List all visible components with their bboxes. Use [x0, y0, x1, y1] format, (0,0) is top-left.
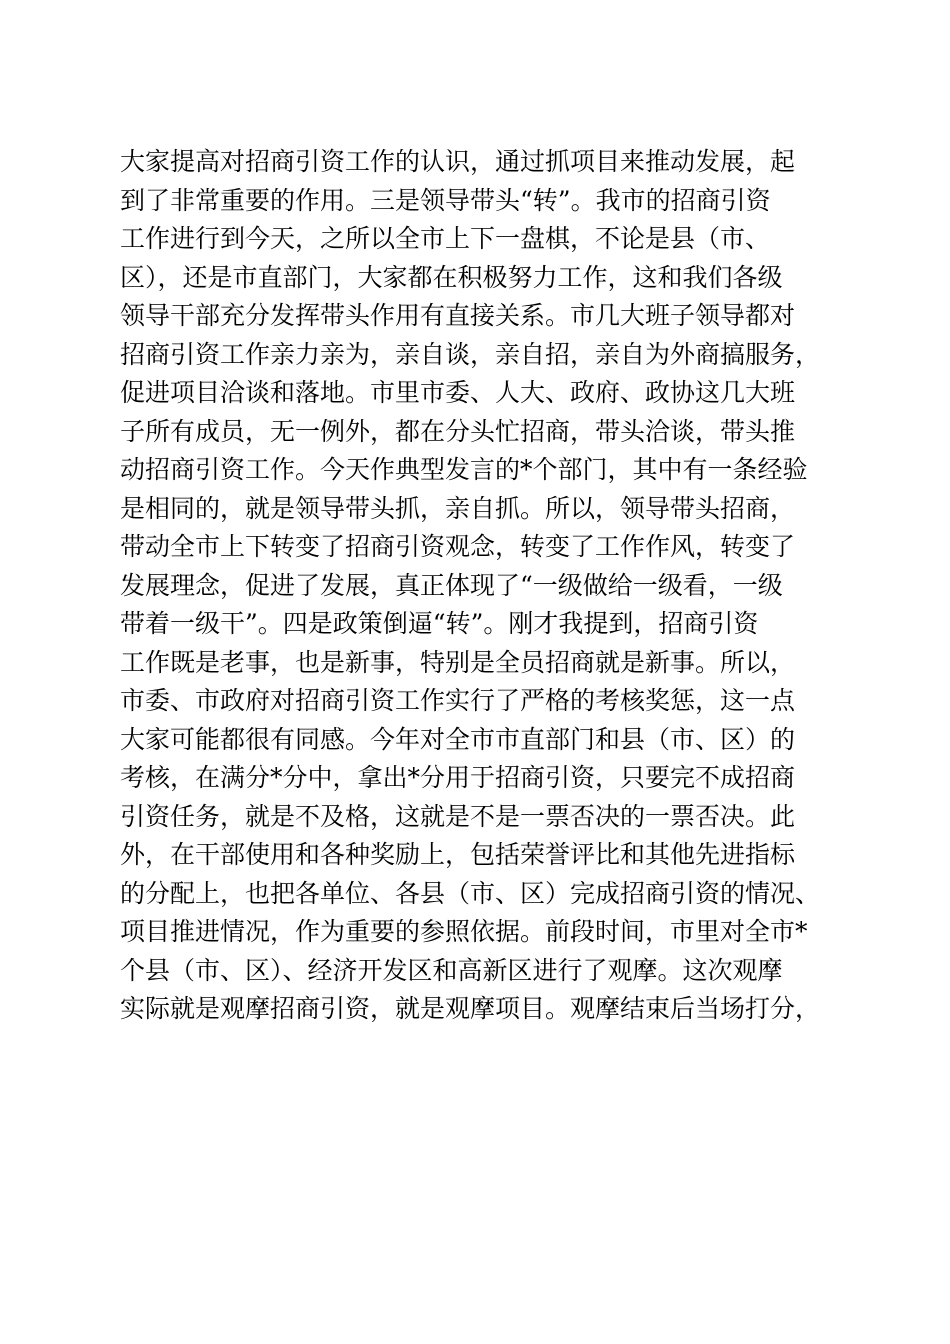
text-line: 促进项目洽谈和落地。市里市委、人大、政府、政协这几大班 — [120, 378, 796, 407]
text-line: 区），还是市直部门，大家都在积极努力工作，这和我们各级 — [120, 262, 783, 292]
text-line: 带动全市上下转变了招商引资观念，转变了工作作风，转变了 — [120, 532, 796, 561]
text-line: 实际就是观摩招商引资，就是观摩项目。观摩结束后当场打分， — [120, 994, 821, 1023]
text-line: 引资任务，就是不及格，这就是不是一票否决的一票否决。此 — [120, 801, 796, 831]
text-line: 考核，在满分*分中，拿出*分用于招商引资，只要完不成招商 — [120, 763, 796, 792]
text-line: 项目推进情况，作为重要的参照依据。前段时间，市里对全市* — [120, 917, 808, 946]
text-line: 市委、市政府对招商引资工作实行了严格的考核奖惩，这一点 — [120, 686, 796, 715]
text-line: 个县（市、区）、经济开发区和高新区进行了观摩。这次观摩 — [120, 955, 783, 985]
text-line: 到了非常重要的作用。三是领导带头“转”。我市的招商引资 — [120, 185, 771, 215]
text-line: 领导干部充分发挥带头作用有直接关系。市几大班子领导都对 — [120, 301, 796, 330]
body-text — [120, 143, 860, 1029]
text-line: 带着一级干”。四是政策倒逼“转”。刚才我提到，招商引资 — [120, 609, 759, 638]
text-line: 是相同的，就是领导带头抓，亲自抓。所以，领导带头招商， — [120, 493, 796, 523]
text-line: 大家提高对招商引资工作的认识，通过抓项目来推动发展，起 — [120, 147, 796, 176]
text-line: 工作既是老事，也是新事，特别是全员招商就是新事。所以， — [120, 647, 796, 677]
text-line: 工作进行到今天，之所以全市上下一盘棋，不论是县（市、 — [120, 224, 771, 253]
text-line: 大家可能都很有同感。今年对全市市直部门和县（市、区）的 — [120, 724, 796, 754]
text-line: 外，在干部使用和各种奖励上，包括荣誉评比和其他先进指标 — [120, 840, 796, 869]
text-line: 子所有成员，无一例外，都在分头忙招商，带头洽谈，带头推 — [120, 416, 796, 446]
text-line: 招商引资工作亲力亲为，亲自谈，亲自招，亲自为外商搞服务， — [120, 339, 821, 369]
text-line: 的分配上，也把各单位、各县（市、区）完成招商引资的情况、 — [120, 878, 821, 908]
text-line: 发展理念，促进了发展，真正体现了“一级做给一级看，一级 — [120, 570, 783, 600]
text-line: 动招商引资工作。今天作典型发言的*个部门，其中有一条经验 — [120, 455, 808, 484]
